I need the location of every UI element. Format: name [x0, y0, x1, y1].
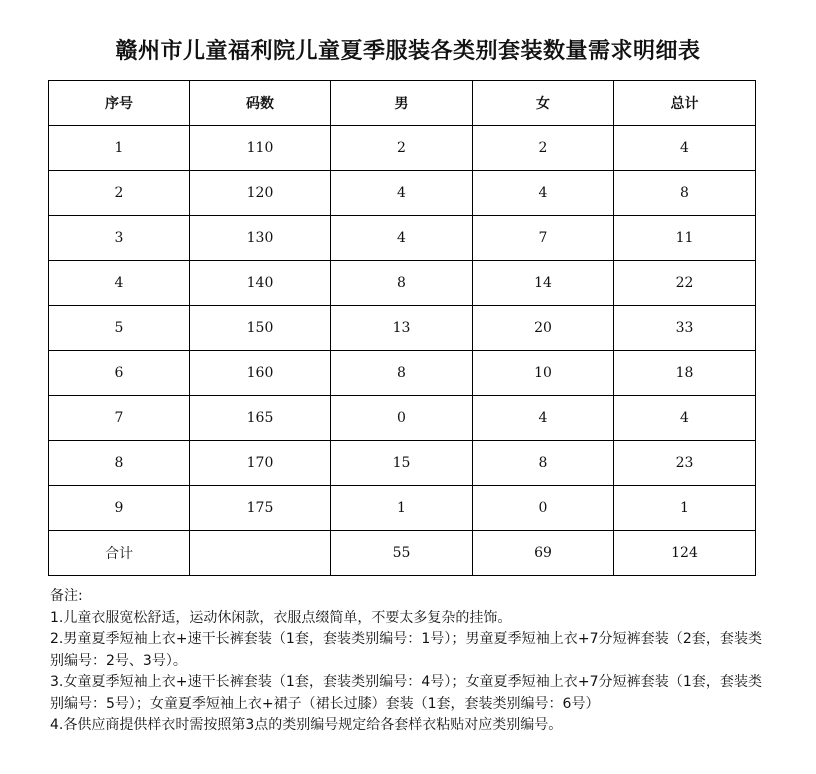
- cell-index: 3: [49, 216, 190, 261]
- cell-index: 2: [49, 171, 190, 216]
- cell-index: 6: [49, 351, 190, 396]
- cell-female: 4: [473, 396, 614, 441]
- cell-total: 23: [614, 441, 756, 486]
- cell-male: 0: [331, 396, 473, 441]
- cell-female: 4: [473, 171, 614, 216]
- notes: [50, 586, 762, 737]
- note-item: 1.儿童衣服宽松舒适，运动休闲款，衣服点缀简单，不要太多复杂的挂饰。: [50, 609, 512, 626]
- table-row: [49, 441, 756, 486]
- cell-female: 14: [473, 261, 614, 306]
- note-item: 3.女童夏季短袖上衣+速干长裤套装（1套，套装类别编号：4号）；女童夏季短袖上衣+7分短裤套装（1套，套装类别编号：5号）；女童夏季短袖上衣+裙子（裙长过膝）套装（1套，套装类别编号：6号）: [50, 674, 762, 712]
- cell-male: 15: [331, 441, 473, 486]
- cell-index: 9: [49, 486, 190, 531]
- cell-size: 130: [190, 216, 331, 261]
- header-male: 男: [331, 81, 473, 126]
- total-label: 合计: [49, 531, 190, 576]
- cell-total: 4: [614, 126, 756, 171]
- page-title: 赣州市儿童福利院儿童夏季服装各类别套装数量需求明细表: [115, 39, 701, 64]
- cell-total: 8: [614, 171, 756, 216]
- cell-size: 120: [190, 171, 331, 216]
- cell-total: 4: [614, 396, 756, 441]
- total-total: 124: [614, 531, 756, 576]
- cell-index: 5: [49, 306, 190, 351]
- total-female: 69: [473, 531, 614, 576]
- cell-female: 10: [473, 351, 614, 396]
- cell-male: 8: [331, 351, 473, 396]
- total-male: 55: [331, 531, 473, 576]
- table-row: [49, 171, 756, 216]
- cell-male: 8: [331, 261, 473, 306]
- table-row: [49, 396, 756, 441]
- cell-index: 7: [49, 396, 190, 441]
- cell-size: 165: [190, 396, 331, 441]
- cell-total: 22: [614, 261, 756, 306]
- table-row: [49, 216, 756, 261]
- note-item: 4.各供应商提供样衣时需按照第3点的类别编号规定给各套样衣粘贴对应类别编号。: [50, 717, 563, 733]
- cell-index: 4: [49, 261, 190, 306]
- header-female: 女: [473, 81, 614, 126]
- cell-male: 2: [331, 126, 473, 171]
- table-row: [49, 306, 756, 351]
- cell-size: 110: [190, 126, 331, 171]
- notes-heading: 备注:: [50, 588, 83, 604]
- cell-index: 8: [49, 441, 190, 486]
- cell-size: 160: [190, 351, 331, 396]
- cell-size: 150: [190, 306, 331, 351]
- total-size: [190, 531, 331, 576]
- note-item: 2.男童夏季短袖上衣+速干长裤套装（1套，套装类别编号：1号）；男童夏季短袖上衣+7分短裤套装（2套，套装类别编号：2号、3号）。: [50, 631, 762, 669]
- header-total: 总计: [614, 81, 756, 126]
- table-header-row: [49, 81, 756, 126]
- cell-male: 4: [331, 216, 473, 261]
- cell-total: 33: [614, 306, 756, 351]
- cell-female: 7: [473, 216, 614, 261]
- demand-table: [48, 80, 756, 576]
- cell-female: 8: [473, 441, 614, 486]
- cell-total: 11: [614, 216, 756, 261]
- cell-total: 1: [614, 486, 756, 531]
- table-row: [49, 351, 756, 396]
- table-total-row: [49, 531, 756, 576]
- table-row: [49, 261, 756, 306]
- cell-female: 20: [473, 306, 614, 351]
- cell-male: 1: [331, 486, 473, 531]
- header-size: 码数: [190, 81, 331, 126]
- header-index: 序号: [49, 81, 190, 126]
- cell-size: 140: [190, 261, 331, 306]
- cell-total: 18: [614, 351, 756, 396]
- table-row: [49, 486, 756, 531]
- cell-index: 1: [49, 126, 190, 171]
- cell-female: 0: [473, 486, 614, 531]
- cell-size: 175: [190, 486, 331, 531]
- table-row: [49, 126, 756, 171]
- cell-male: 4: [331, 171, 473, 216]
- cell-female: 2: [473, 126, 614, 171]
- cell-size: 170: [190, 441, 331, 486]
- cell-male: 13: [331, 306, 473, 351]
